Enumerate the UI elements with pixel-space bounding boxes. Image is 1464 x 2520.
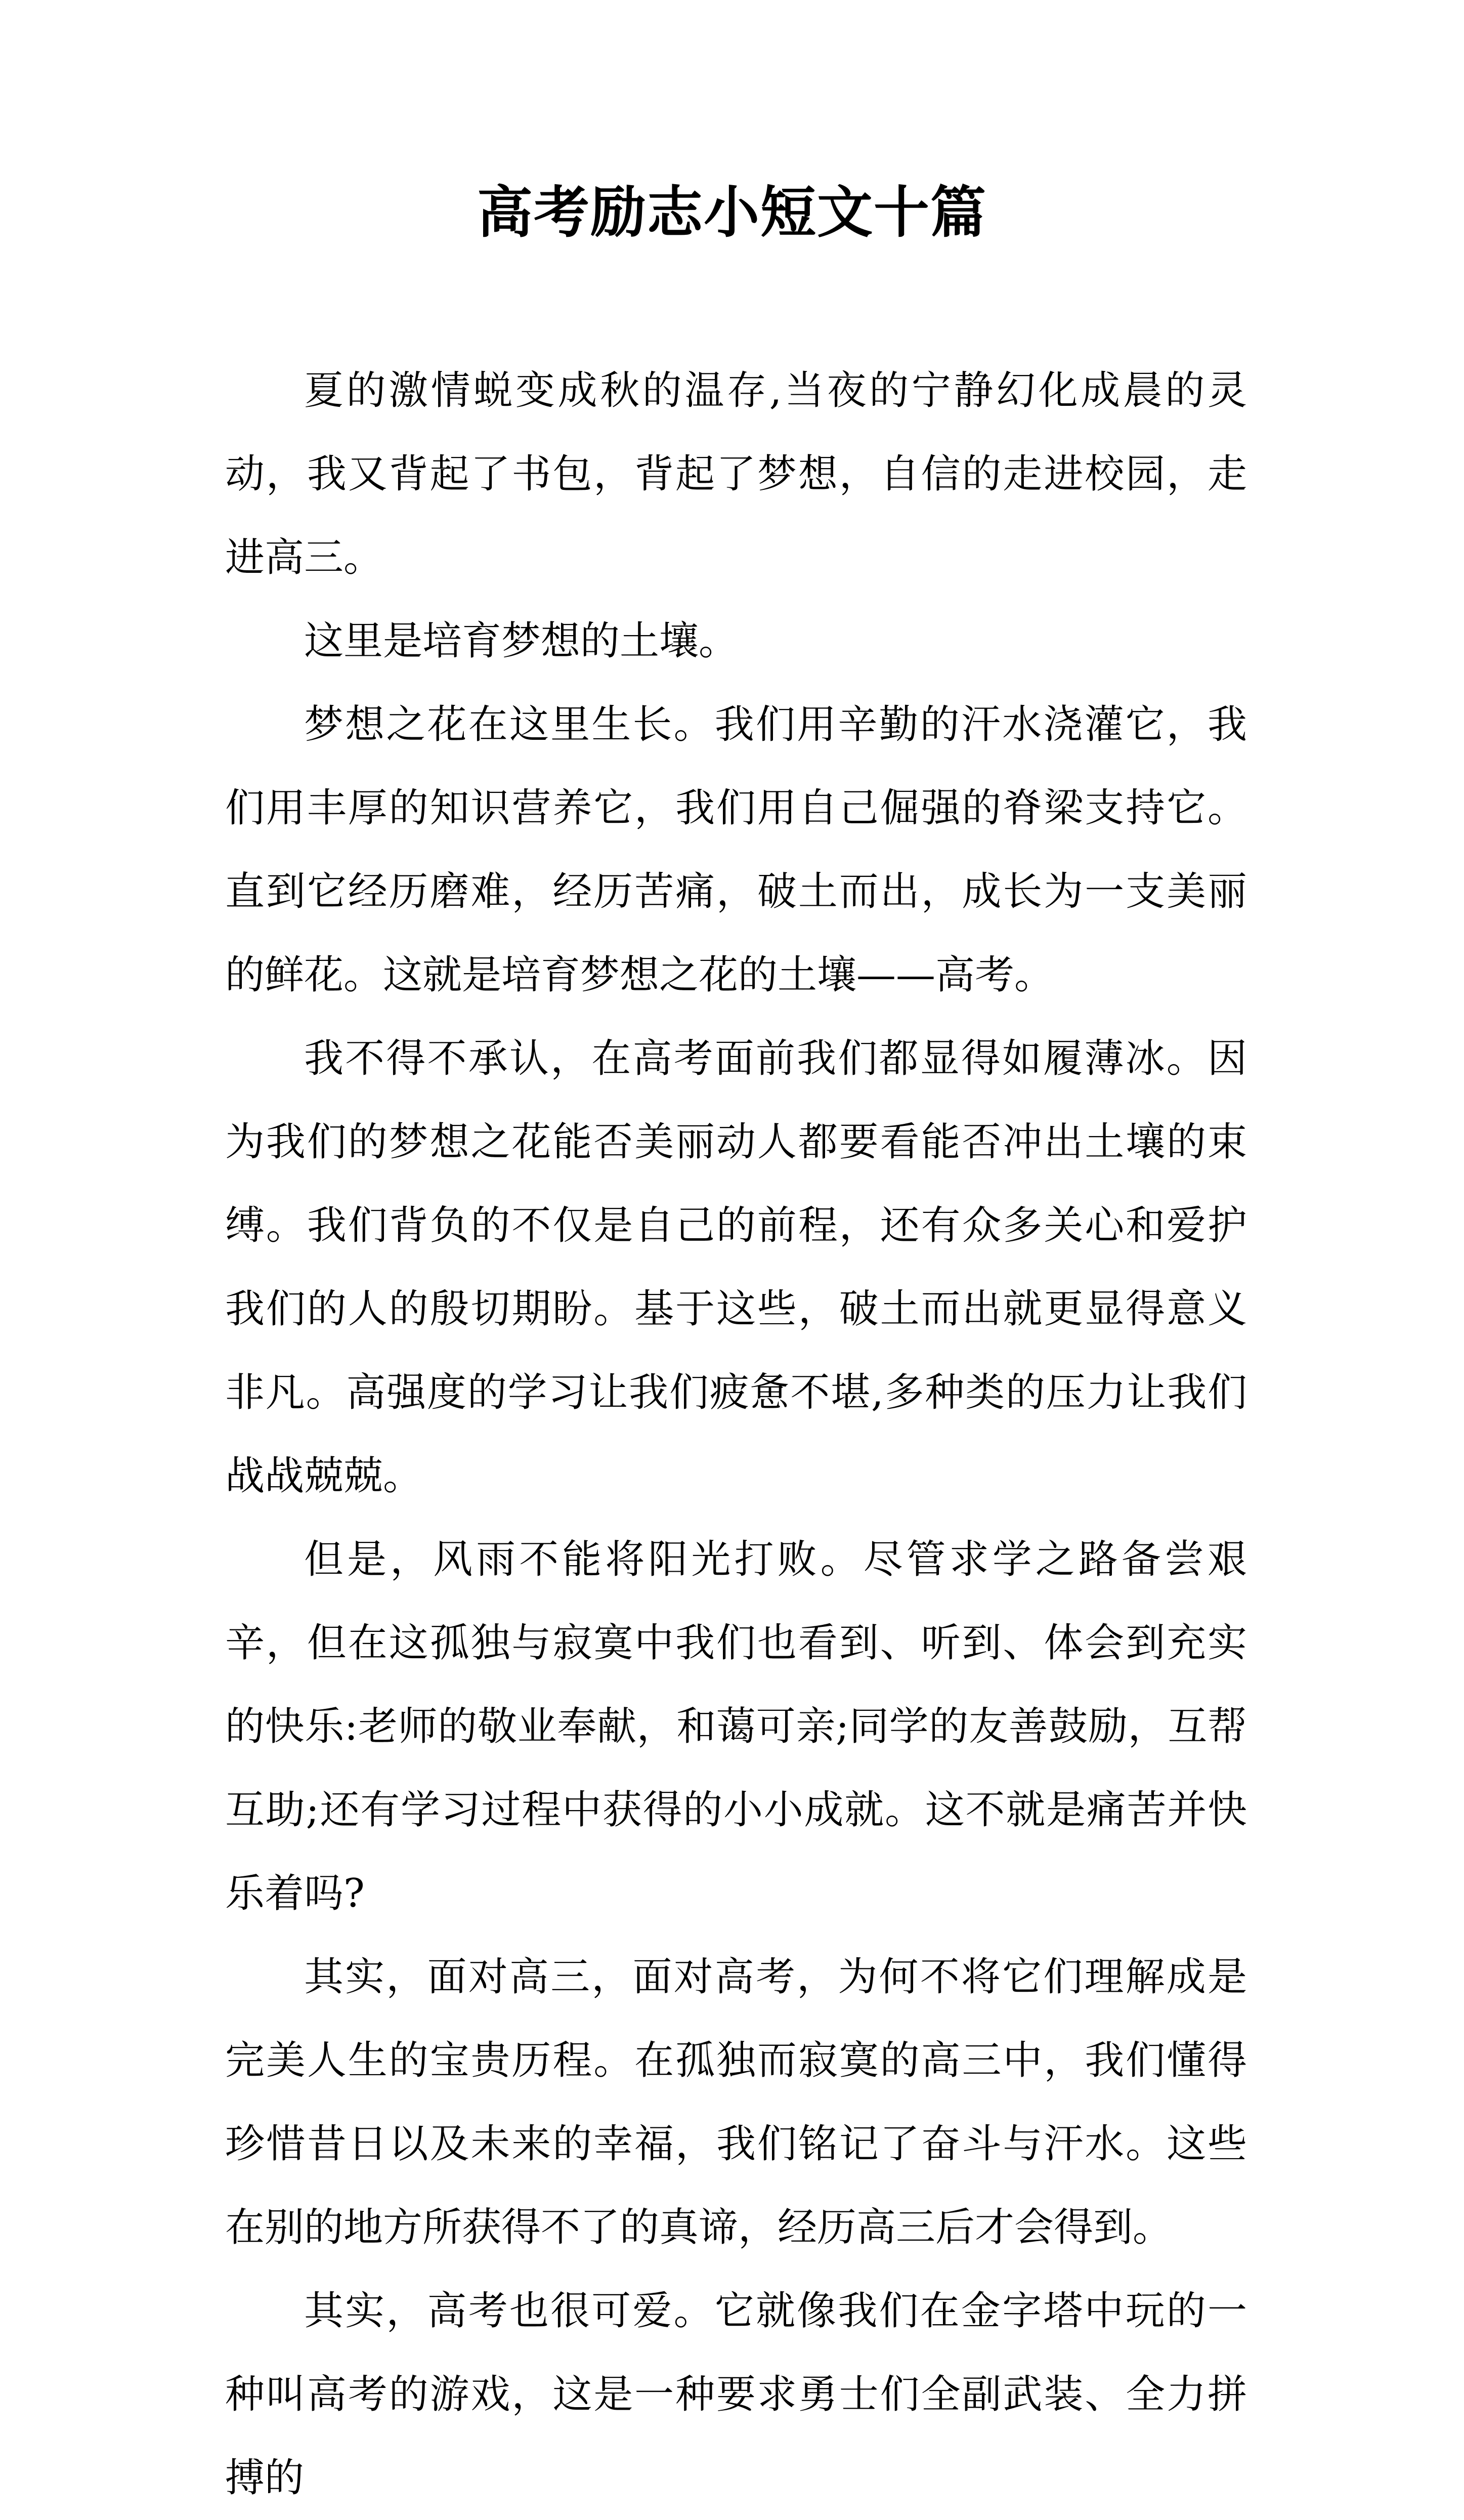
paragraph: 我不得不承认，在高考面前我们都显得如履薄冰。因为我们的梦想之花能否美丽动人都要看能否冲出土壤的束缚。我们背负的不仅是自己的前程，还有众多关心和爱护我们的人的殷切期盼。基于这些，破土而出就更显得意义非凡。高强度的学习让我们疲惫不堪,多种类的压力让我们战战兢兢。 (225, 1036, 1247, 1499)
paragraph: 其实，高考也很可爱。它就像我们在金字塔中玩的一种叫高考的游戏，这是一种要求勇士们全副武装、全力拼搏的 (225, 2288, 1247, 2501)
paragraph: 但是，风雨不能将阳光打败。尽管求学之路备尝艰辛，但在这孤独与寂寞中我们也看到、听到、体会到充实的快乐:老师的敬业奉献，和蔼可亲;同学的友善鼓励，互帮互助;还有学习过程中获得的小小成就。这不就是痛苦并快乐着吗? (225, 1537, 1247, 1916)
document-body (225, 349, 1247, 2520)
paragraph: 夏的激情蜕变成秋的温存,当夜的宁静幻化成晨的灵动，我又背起了书包，背起了梦想，自信的走进校园，走进高三。 (225, 368, 1247, 580)
paragraph: 这里是培育梦想的土壤。 (304, 618, 739, 664)
paragraph: 其实，面对高三，面对高考，为何不将它们理解成是完美人生的宝贵历程。在孤独而寂寞的高三中，我们懂得珍惜昔日以及未来的幸福，我们铭记了奋斗与汗水。这些在别的地方所获得不了的真谛，经历高三后才会得到。 (225, 1954, 1247, 2250)
paragraph: 梦想之花在这里生长。我们用辛勤的汗水浇灌它，我们用丰厚的知识营养它，我们用自己倔强的脊梁支持它。直到它经历磨难，经历苦痛，破土而出，成长为一支美丽的鲜花。这就是培育梦想之花的土壤——高考。 (225, 702, 1247, 998)
document-title: 高考励志小短文十篇 (477, 180, 987, 245)
